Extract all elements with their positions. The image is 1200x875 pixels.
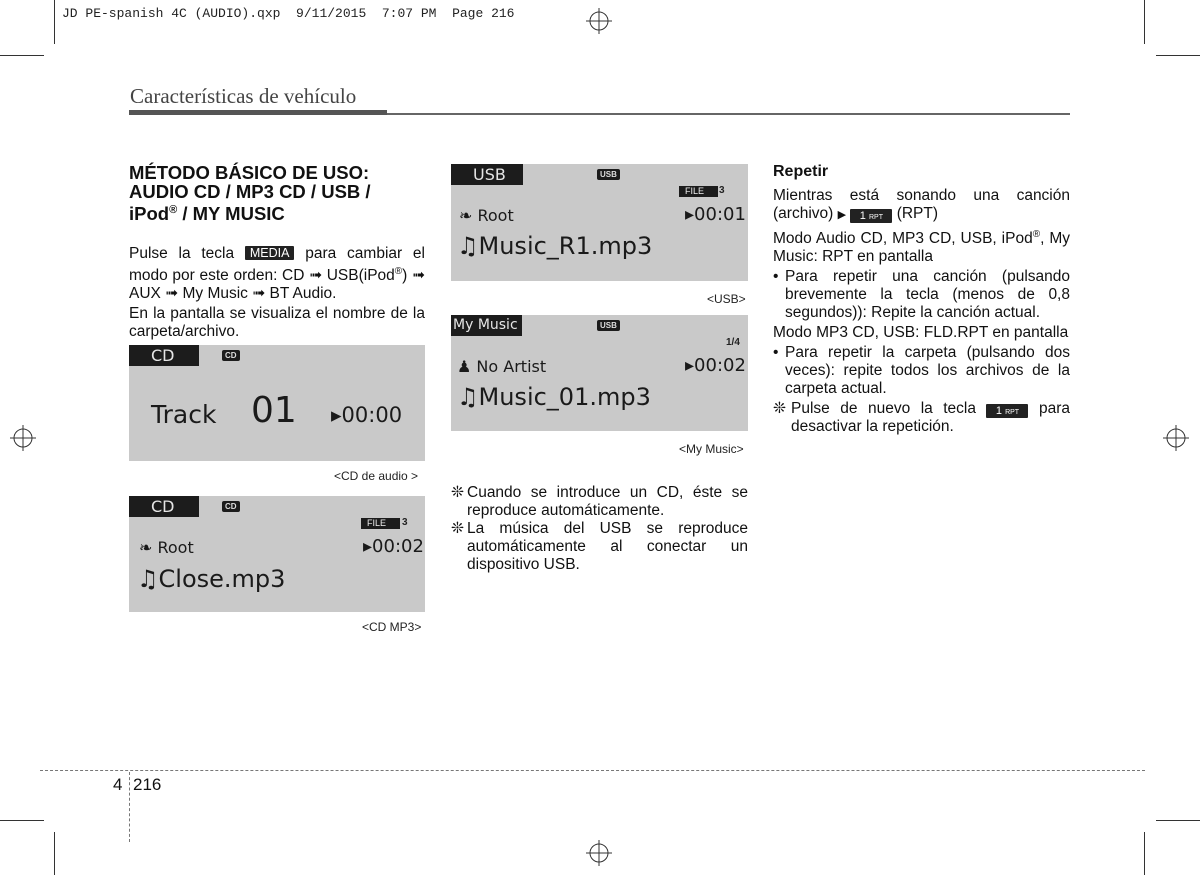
lcd-filename: ♫Close.mp3 bbox=[137, 565, 286, 593]
rpt-key-icon: 1 RPT bbox=[850, 209, 892, 223]
trim-mark bbox=[0, 820, 44, 821]
page-number: 216 bbox=[133, 775, 162, 794]
lcd-source-bar: USB bbox=[451, 164, 523, 185]
note-disable-repeat: ❊ Pulse de nuevo la tecla 1 RPT para desactivar la repetición. bbox=[773, 400, 1070, 436]
lcd-usb bbox=[451, 164, 748, 281]
header-rule bbox=[387, 113, 1070, 115]
registration-mark-icon bbox=[10, 425, 36, 451]
trim-mark bbox=[1156, 55, 1200, 56]
lcd-track-label: Track bbox=[151, 400, 217, 429]
rpt-key-icon: 1 RPT bbox=[986, 404, 1028, 418]
note-usb-autoplay: ❊ La música del USB se reproduce automáticamente al conectar un dispositivo USB. bbox=[451, 520, 748, 573]
lcd-filename: ♫Music_R1.mp3 bbox=[457, 232, 653, 260]
left-column bbox=[129, 163, 425, 343]
registration-mark-icon bbox=[586, 840, 612, 866]
repeat-heading: Repetir bbox=[773, 163, 829, 180]
lcd-source-bar: CD bbox=[129, 496, 199, 517]
section-title: Características de vehículo bbox=[130, 84, 357, 108]
lcd-source-badge: USB bbox=[597, 169, 620, 180]
basic-use-heading: MÉTODO BÁSICO DE USO: AUDIO CD / MP3 CD / USB / iPod® / MY MUSIC bbox=[129, 162, 371, 225]
print-slug: JD PE-spanish 4C (AUDIO).qxp 9/11/2015 7:07 PM Page 216 bbox=[62, 6, 515, 21]
right-column bbox=[773, 163, 1070, 436]
caption-cd-mp3: <CD MP3> bbox=[362, 620, 422, 634]
folder-repeat-mode-info: Modo MP3 CD, USB: FLD.RPT en pantalla bbox=[773, 324, 1069, 342]
lcd-filename: ♫Music_01.mp3 bbox=[457, 383, 651, 411]
lcd-source-bar: CD bbox=[129, 345, 199, 366]
footer-rule bbox=[129, 772, 130, 842]
lcd-cd-mp3 bbox=[129, 496, 425, 612]
lcd-artist: ♟ No Artist bbox=[457, 357, 547, 376]
lcd-file-number: 3 bbox=[402, 517, 408, 528]
repeat-instruction: Mientras está sonando una canción (archivo) ▶ 1 RPT (RPT) bbox=[773, 187, 1070, 222]
note-mark-icon: ❊ bbox=[451, 520, 464, 537]
lcd-track-number: 01 bbox=[251, 390, 297, 431]
lcd-file-badge: FILE bbox=[361, 518, 400, 529]
note-mark-icon: ❊ bbox=[773, 400, 786, 418]
folder-file-note: En la pantalla se visualiza el nombre de la carpeta/archivo. bbox=[129, 305, 425, 341]
lcd-time: ▸00:00 bbox=[331, 403, 403, 427]
note-cd-autoplay: ❊ Cuando se introduce un CD, éste se reproduce automáticamente. bbox=[451, 484, 748, 519]
trim-mark bbox=[1156, 820, 1200, 821]
caption-usb: <USB> bbox=[707, 292, 746, 306]
lcd-cd-audio bbox=[129, 345, 425, 461]
header-rule bbox=[129, 110, 387, 115]
lcd-source-badge: CD bbox=[222, 501, 240, 512]
repeat-mode-info: Modo Audio CD, MP3 CD, USB, iPod®, My Music: RPT en pantalla bbox=[773, 229, 1070, 266]
trim-mark bbox=[1144, 0, 1145, 44]
chapter-number: 4 bbox=[113, 775, 123, 794]
lcd-time: ▸00:02 bbox=[685, 355, 746, 376]
lcd-file-number: 3 bbox=[719, 185, 725, 196]
media-instruction: Pulse la tecla MEDIA para cambiar el modo por este orden: CD ➟ USB(iPod®) ➟ AUX ➟ My Music ➟ BT Audio. bbox=[129, 245, 426, 303]
bullet-repeat-folder: • Para repetir la carpeta (pulsando dos veces): repite todos los archivos de la carpeta actual. bbox=[773, 344, 1070, 398]
bullet-repeat-song: • Para repetir una canción (pulsando brevemente la tecla (menos de 0,8 segundos)): Repite la canción actual. bbox=[773, 268, 1070, 322]
caption-my-music: <My Music> bbox=[679, 442, 744, 456]
lcd-source-badge: USB bbox=[597, 320, 620, 331]
trim-mark bbox=[54, 832, 55, 875]
lcd-my-music bbox=[451, 315, 748, 431]
lcd-source-bar: My Music bbox=[451, 315, 522, 336]
lcd-folder: ❧ Root bbox=[459, 206, 514, 225]
lcd-time: ▸00:02 bbox=[363, 536, 424, 557]
lcd-source-badge: CD bbox=[222, 350, 240, 361]
lcd-track-count: 1/4 bbox=[726, 337, 740, 348]
registration-mark-icon bbox=[1163, 425, 1189, 451]
media-key-icon: MEDIA bbox=[245, 246, 295, 260]
note-mark-icon: ❊ bbox=[451, 484, 464, 501]
play-arrow-icon: ▶ bbox=[837, 209, 847, 221]
middle-notes bbox=[451, 484, 748, 574]
footer-rule bbox=[40, 770, 1145, 771]
caption-cd-audio: <CD de audio > bbox=[334, 469, 419, 483]
lcd-file-badge: FILE bbox=[679, 186, 718, 197]
trim-mark bbox=[1144, 832, 1145, 875]
lcd-folder: ❧ Root bbox=[139, 538, 194, 557]
lcd-time: ▸00:01 bbox=[685, 204, 746, 225]
trim-mark bbox=[54, 0, 55, 44]
registration-mark-icon bbox=[586, 8, 612, 34]
trim-mark bbox=[0, 55, 44, 56]
